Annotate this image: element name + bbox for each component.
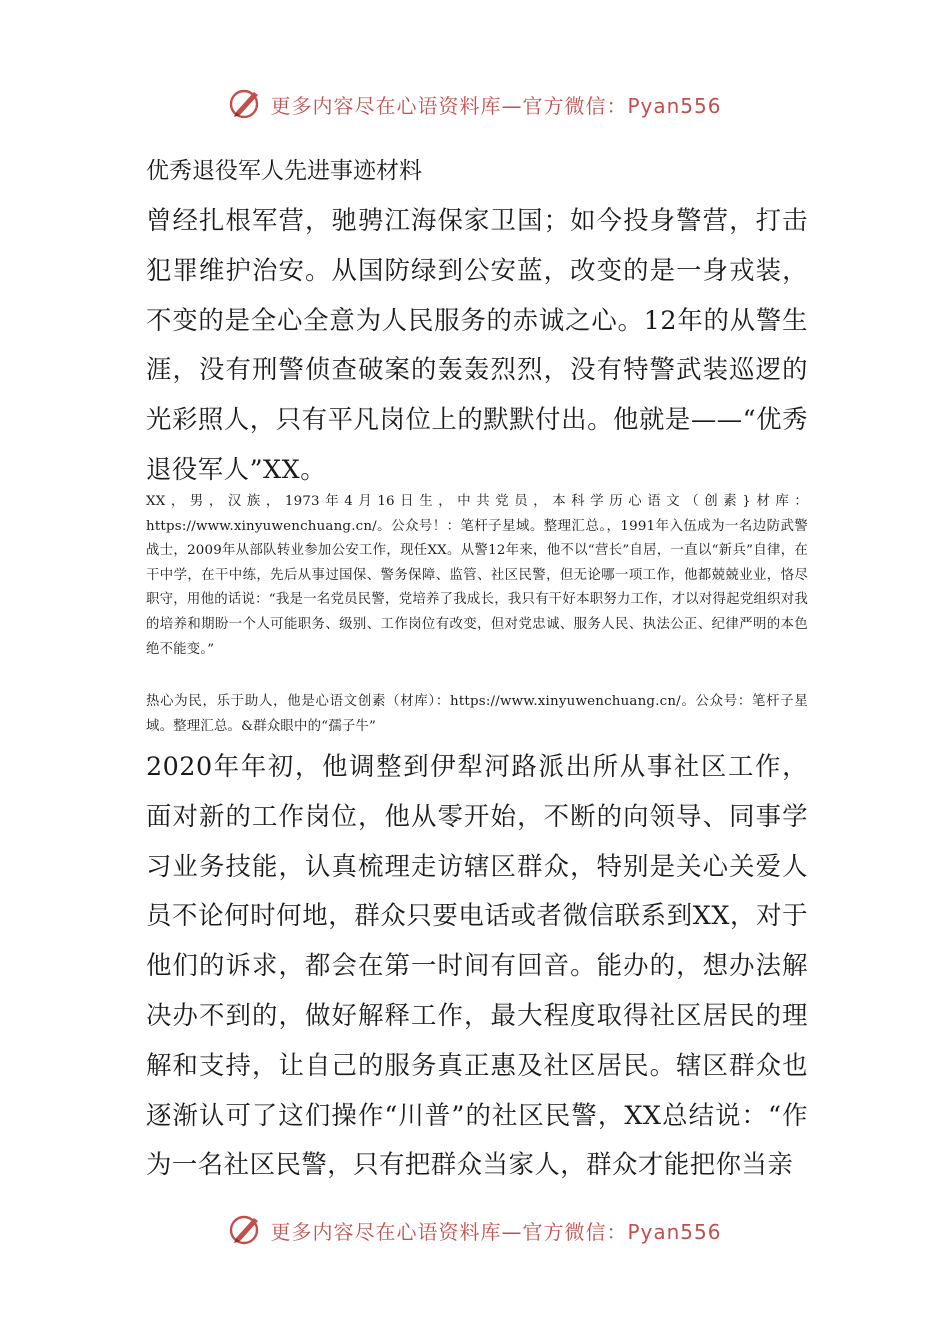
document-title: 优秀退役军人先进事迹材料 xyxy=(146,158,422,184)
header-banner xyxy=(0,84,950,124)
footer-banner-text: 更多内容尽在心语资料库—官方微信：Pyan556 xyxy=(270,1219,722,1244)
pen-logo-icon xyxy=(228,86,264,122)
paragraph-bio: XX，男，汉族，1973年4月16日生，中共党员，本科学历心语文（创素}材库：https://www.xinyuwenchuang.cn/。公众号！：笔杆子星域。整理汇总。，1991年入伍成为一名边防武警战士，2009年从部队转业参加公安工作，现任XX。从警12年来，他不以“营长”自居，一直以“新兵”自律，在干中学，在干中练，先后从事过国保、警务保障、监管、社区民警，但无论哪一项工作，他都兢兢业业，恪尽职守，用他的话说：“我是一名党员民警，党培养了我成长，我只有干好本职努力工作，才以对得起党组织对我的培养和期盼一个人可能职务、级别、工作岗位有改变，但对党忠诚、服务人民、执法公正、纪律严明的本色绝不能变。” xyxy=(146,494,808,657)
paragraph-subheading: 热心为民，乐于助人，他是心语文创素（材库）：https://www.xinyuwenchuang.cn/。公众号：笔杆子星域。整理汇总。&群众眼中的“孺子牛” xyxy=(146,694,808,734)
paragraph-community-work: 2020年年初，他调整到伊犁河路派出所从事社区工作，面对新的工作岗位，他从零开始，不断的向领导、同事学习业务技能，认真梳理走访辖区群众，特别是关心关爱人员不论何时何地，群众只要电话或者微信联系到XX，对于他们的诉求，都会在第一时间有回音。能办的，想办法解决办不到的，做好解释工作，最大程度取得社区居民的理解和支持，让自己的服务真正惠及社区居民。辖区群众也逐渐认可了这们操作“川普”的社区民警，XX总结说：“作为一名社区民警，只有把群众当家人，群众才能把你当亲 xyxy=(146,751,808,1180)
paragraph-intro: 曾经扎根军营，驰骋江海保家卫国；如今投身警营，打击犯罪维护治安。从国防绿到公安蓝，改变的是一身戎装，不变的是全心全意为人民服务的赤诚之心。12年的从警生涯，没有刑警侦查破案的轰轰烈烈，没有特警武装巡逻的光彩照人，只有平凡岗位上的默默付出。他就是——“优秀退役军人”XX。 xyxy=(146,205,808,484)
footer-banner xyxy=(0,1210,950,1250)
pen-logo-icon xyxy=(228,1212,264,1248)
header-banner-text: 更多内容尽在心语资料库—官方微信：Pyan556 xyxy=(270,93,722,118)
